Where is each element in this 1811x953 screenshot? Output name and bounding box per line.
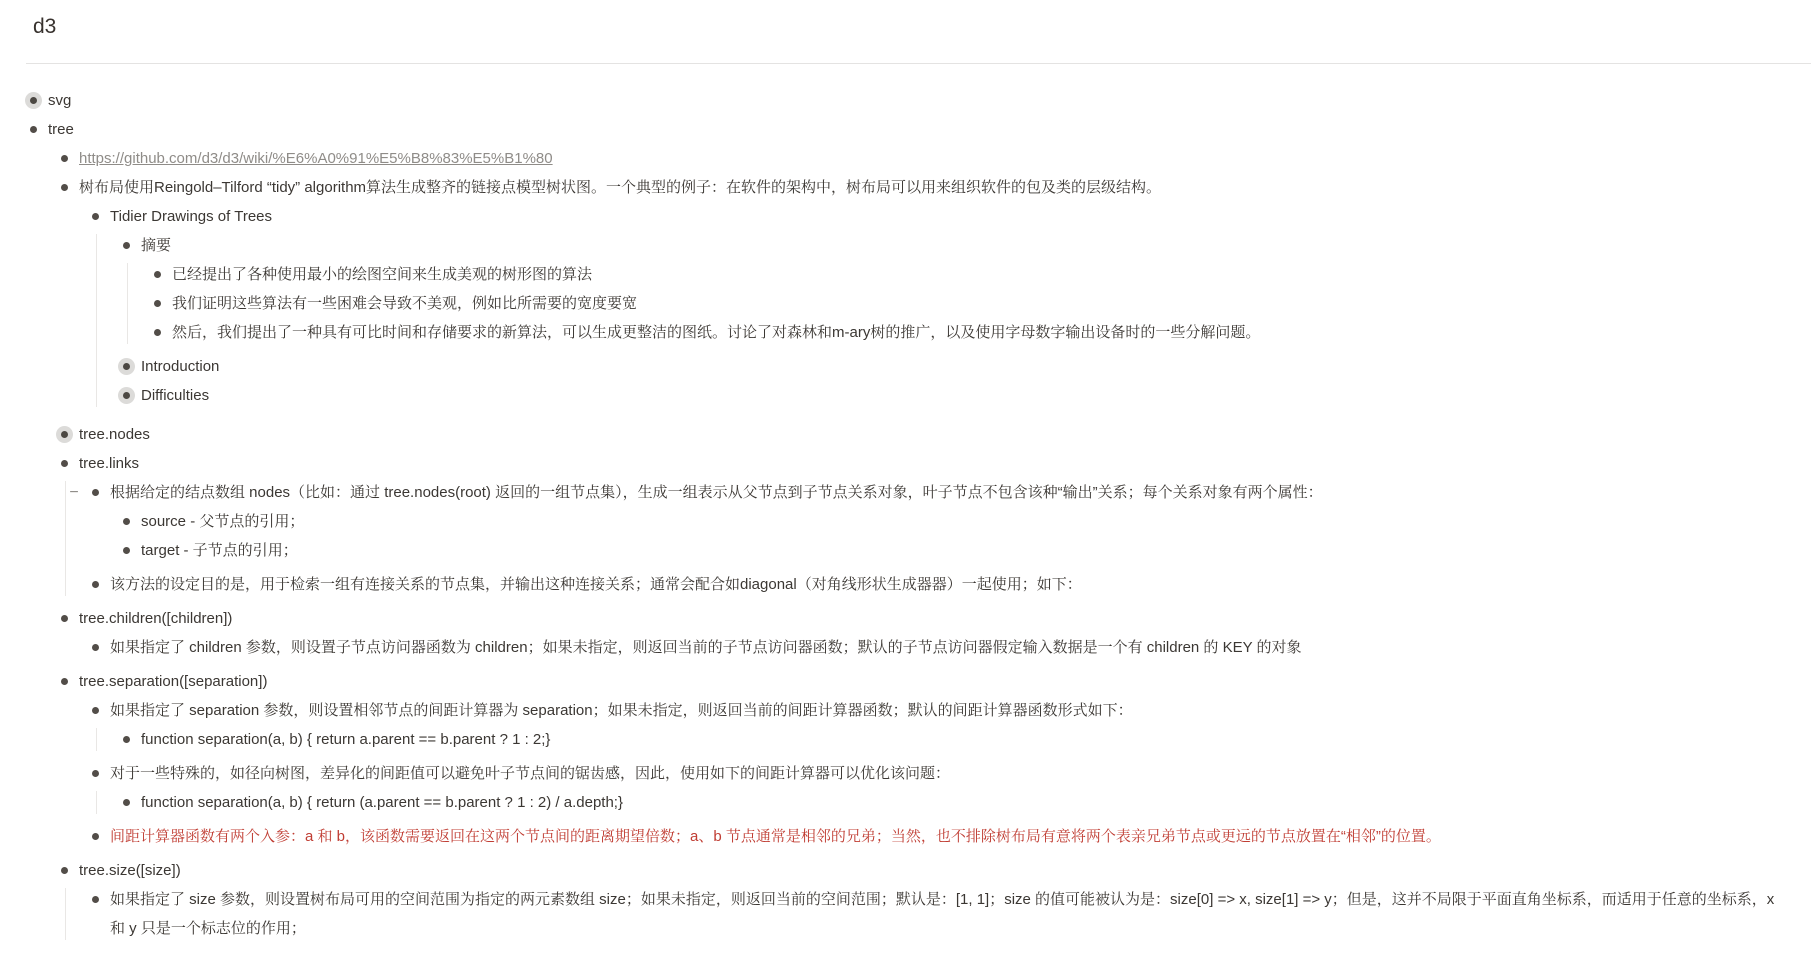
outline-item-row (119, 536, 1793, 565)
outline-item (88, 759, 1793, 822)
outline-item (150, 260, 1793, 289)
bullet-icon[interactable] (123, 547, 130, 554)
outline-children (119, 788, 1793, 822)
bullet-icon[interactable] (123, 736, 130, 743)
outline-item-text[interactable]: tree.links (79, 455, 140, 472)
outline-item (88, 633, 1793, 662)
collapsed-bullet-icon[interactable] (118, 358, 135, 375)
outline-item-text[interactable]: 摘要 (141, 237, 172, 254)
outline-item-text[interactable]: Difficulties (141, 387, 210, 404)
outline-item-row (26, 115, 1793, 144)
outline-item-row (57, 173, 1793, 202)
outline-item-text[interactable]: tree.nodes (79, 426, 150, 443)
outline-item-row (88, 696, 1793, 725)
outline-item-text[interactable]: 对于一些特殊的，如径向树图，差异化的间距值可以避免叶子节点间的锯齿感，因此，使用如下的间距计算器可以优化该问题： (110, 765, 951, 782)
outline-item (88, 202, 1793, 415)
outline-item (69, 478, 1793, 570)
outline-item (150, 289, 1793, 318)
collapsed-bullet-icon[interactable] (118, 387, 135, 404)
collapsed-bullet-icon[interactable] (25, 92, 42, 109)
wiki-link[interactable]: https://github.com/d3/d3/wiki/%E6%A0%91%E5%B8%83%E5%B1%80 (79, 150, 553, 167)
outline-item-text[interactable]: 然后，我们提出了一种具有可比时间和存储要求的新算法，可以生成更整洁的图纸。讨论了对森林和m-ary树的推广，以及使用字母数字输出设备时的一些分解问题。 (172, 324, 1261, 341)
collapse-minus-icon[interactable]: − (69, 484, 79, 501)
outline-item (26, 115, 1793, 953)
bullet-icon[interactable] (61, 155, 68, 162)
outline-root (0, 86, 1811, 953)
bullet-icon[interactable] (154, 271, 161, 278)
outline-item-row (119, 231, 1793, 260)
bullet-icon[interactable] (92, 833, 99, 840)
outline-item-text[interactable]: 我们证明这些算法有一些困难会导致不美观，例如比所需要的宽度要宽 (172, 295, 638, 312)
bullet-icon[interactable] (61, 615, 68, 622)
outline-item-text[interactable]: 树布局使用Reingold–Tilford “tidy” algorithm算法生成整齐的链接点模型树状图。一个典型的例子：在软件的架构中，树布局可以用来组织软件的包及类的层级结构。 (79, 179, 1162, 196)
outline-item (150, 318, 1793, 347)
bullet-icon[interactable] (154, 300, 161, 307)
outline-item (119, 381, 1793, 410)
outline-item-row (57, 144, 1793, 173)
page-title[interactable]: d3 (33, 15, 57, 38)
outline-item (88, 885, 1793, 943)
outline-item (88, 822, 1793, 851)
bullet-icon[interactable] (61, 867, 68, 874)
outline-item-row (57, 604, 1793, 633)
bullet-icon[interactable] (92, 770, 99, 777)
outline-item-row (69, 478, 1793, 507)
outline-item-row (119, 507, 1793, 536)
outline-item-text[interactable]: target - 子节点的引用； (141, 542, 298, 559)
outline-item-row (88, 202, 1793, 231)
outline-item (119, 352, 1793, 381)
outline-item-row (88, 633, 1793, 662)
outline-children (119, 507, 1793, 570)
outline-item-row (119, 381, 1793, 410)
outline-item-text[interactable]: 已经提出了各种使用最小的绘图空间来生成美观的树形图的算法 (172, 266, 593, 283)
outline-item-row (150, 289, 1793, 318)
outline-item-text[interactable]: source - 父节点的引用； (141, 513, 305, 530)
outline-item-row (26, 86, 1793, 115)
outline-children (119, 231, 1793, 415)
bullet-icon[interactable] (123, 799, 130, 806)
outline-children (150, 260, 1793, 352)
bullet-icon[interactable] (123, 242, 130, 249)
bullet-icon[interactable] (154, 329, 161, 336)
outline-item-text[interactable]: 如果指定了 separation 参数，则设置相邻节点的间距计算器为 separation；如果未指定，则返回当前的间距计算器函数；默认的间距计算器函数形式如下： (110, 702, 1133, 719)
outline-item-row (119, 788, 1793, 817)
bullet-icon[interactable] (92, 213, 99, 220)
outline-children (119, 725, 1793, 759)
bullet-icon[interactable] (92, 581, 99, 588)
outline-children (57, 144, 1793, 953)
outline-item (88, 570, 1793, 599)
bullet-icon[interactable] (92, 707, 99, 714)
outline-item (57, 420, 1793, 449)
outline-item-text[interactable]: 如果指定了 size 参数，则设置树布局可用的空间范围为指定的两元素数组 size；如果未指定，则返回当前的空间范围；默认是：[1, 1]；size 的值可能被认为是：size[0] => x, size[1] => y；但是，这并不局限于平面直角坐标系，而适用于任意的坐标系，x 和 y 只是一个标志位的作用； (110, 891, 1775, 937)
outline-item (57, 856, 1793, 948)
outline-item (26, 86, 1793, 115)
outline-item-text[interactable]: Tidier Drawings of Trees (110, 208, 272, 225)
outline-item-row (150, 318, 1793, 347)
bullet-icon[interactable] (61, 184, 68, 191)
outline-item (119, 507, 1793, 536)
outline-item-text[interactable]: tree.children([children]) (79, 610, 233, 627)
outline-children (88, 696, 1793, 856)
outline-item-row (150, 260, 1793, 289)
outline-item-text[interactable]: function separation(a, b) { return a.parent == b.parent ? 1 : 2;} (141, 731, 551, 748)
outline-item-row (57, 667, 1793, 696)
outline-item (57, 604, 1793, 667)
outline-item-row (119, 725, 1793, 754)
outline-item-text[interactable]: tree (48, 121, 74, 138)
outline-item (88, 696, 1793, 759)
outline-item-text[interactable]: svg (48, 92, 72, 109)
outline-item-row (88, 822, 1793, 851)
outline-item (57, 449, 1793, 604)
outline-item-row (57, 420, 1793, 449)
outline-item (57, 667, 1793, 856)
bullet-icon[interactable] (92, 644, 99, 651)
outline-item-row (57, 449, 1793, 478)
outline-item-row (119, 352, 1793, 381)
outline-children (88, 202, 1793, 420)
collapsed-bullet-icon[interactable] (56, 426, 73, 443)
outline-item-text[interactable]: 该方法的设定目的是，用于检索一组有连接关系的节点集，并输出这种连接关系；通常会配合如diagonal（对角线形状生成器器）一起使用；如下： (110, 576, 1082, 593)
outline-item (119, 231, 1793, 352)
outline-children (88, 633, 1793, 667)
bullet-icon[interactable] (30, 126, 37, 133)
bullet-icon[interactable] (61, 678, 68, 685)
outline-children (88, 885, 1793, 948)
outline-item-text[interactable]: 如果指定了 children 参数，则设置子节点访问器函数为 children；如果未指定，则返回当前的子节点访问器函数；默认的子节点访问器假定输入数据是一个有 children 的 KEY 的对象 (110, 639, 1302, 656)
bullet-icon[interactable] (123, 518, 130, 525)
outline-item-text[interactable]: 间距计算器函数有两个入参：a 和 b，该函数需要返回在这两个节点间的距离期望倍数；a、b 节点通常是相邻的兄弟；当然，也不排除树布局有意将两个表亲兄弟节点或更远的节点放置在“相邻”的位置。 (110, 828, 1441, 845)
outline-item-text[interactable]: 根据给定的结点数组 nodes（比如：通过 tree.nodes(root) 返回的一组节点集），生成一组表示从父节点到子节点关系对象，叶子节点不包含该种“输出”关系；每个关系对象有两个属性： (110, 484, 1323, 501)
document-header (0, 0, 1811, 42)
outline-item-row (88, 885, 1793, 943)
outline-item-text[interactable]: Introduction (141, 358, 220, 375)
outline-item (119, 725, 1793, 754)
outline-item-row (57, 856, 1793, 885)
outline-item-text[interactable]: tree.size([size]) (79, 862, 181, 879)
bullet-icon[interactable] (92, 489, 99, 496)
outline-item (119, 536, 1793, 565)
bullet-icon[interactable] (61, 460, 68, 467)
outline-item (119, 788, 1793, 817)
bullet-icon[interactable] (92, 896, 99, 903)
outline-list (26, 86, 1793, 953)
outline-item (57, 144, 1793, 173)
outline-item-row (88, 759, 1793, 788)
outline-item-text[interactable]: function separation(a, b) { return (a.parent == b.parent ? 1 : 2) / a.depth;} (141, 794, 623, 811)
outline-item (57, 173, 1793, 420)
outline-item-text[interactable]: tree.separation([separation]) (79, 673, 268, 690)
header-divider (26, 63, 1811, 64)
outline-children (69, 478, 1793, 604)
outline-item-row (88, 570, 1793, 599)
